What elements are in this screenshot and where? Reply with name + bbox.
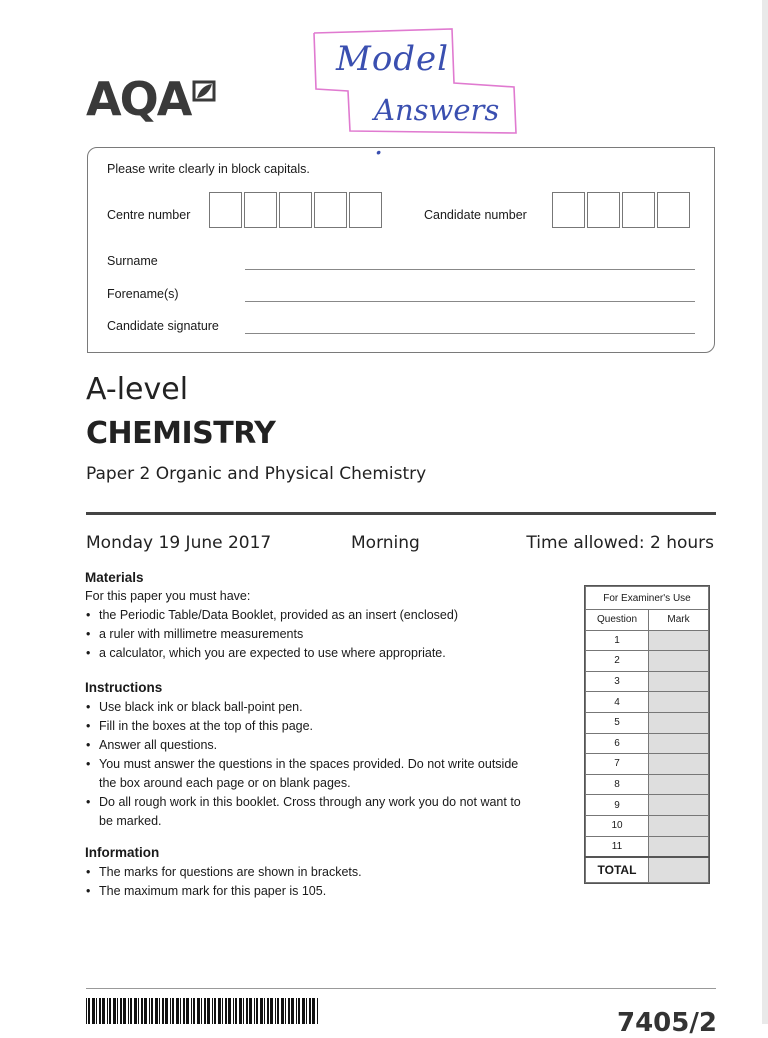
candidate-digit-box[interactable]: [552, 192, 585, 228]
surname-label: Surname: [107, 254, 158, 268]
mark-cell: [649, 651, 709, 672]
materials-intro: For this paper you must have:: [85, 589, 251, 603]
centre-digit-box[interactable]: [209, 192, 242, 228]
question-column-header: Question: [586, 610, 649, 631]
qualification-level: A-level: [86, 372, 189, 407]
header-divider: [86, 512, 716, 515]
centre-number-boxes[interactable]: [209, 192, 384, 228]
examiner-table-caption: For Examiner's Use: [586, 587, 709, 610]
handwritten-note: [312, 27, 517, 161]
list-item: • Do all rough work in this booklet. Cross through any work you do not want to be marked.: [85, 793, 525, 831]
list-item: • a ruler with millimetre measurements: [85, 625, 525, 644]
list-item: • a calculator, which you are expected to use where appropriate.: [85, 644, 525, 663]
question-number: 9: [586, 795, 649, 816]
information-list: [85, 863, 525, 901]
mark-cell: [649, 733, 709, 754]
information-heading: Information: [85, 845, 160, 860]
list-item: • Answer all questions.: [85, 736, 525, 755]
list-item: • Use black ink or black ball-point pen.: [85, 698, 525, 717]
mark-cell: [649, 712, 709, 733]
question-number: 6: [586, 733, 649, 754]
paper-code: 7405/2: [617, 1008, 717, 1038]
list-item: • Fill in the boxes at the top of this page.: [85, 717, 525, 736]
forenames-line[interactable]: [245, 301, 695, 302]
mark-cell: [649, 671, 709, 692]
instructions-heading: Instructions: [85, 680, 163, 695]
block-capitals-instruction: Please write clearly in block capitals.: [107, 162, 310, 176]
exam-session: Morning: [351, 533, 420, 553]
candidate-digit-box[interactable]: [657, 192, 690, 228]
question-number: 1: [586, 630, 649, 651]
surname-line[interactable]: [245, 269, 695, 270]
list-item: • You must answer the questions in the spaces provided. Do not write outside the box around each page or on blank pages.: [85, 755, 525, 793]
question-number: 7: [586, 754, 649, 775]
question-number: 4: [586, 692, 649, 713]
time-allowed: Time allowed: 2 hours: [526, 533, 714, 553]
exam-date: Monday 19 June 2017: [86, 533, 272, 553]
centre-digit-box[interactable]: [314, 192, 347, 228]
candidate-digit-box[interactable]: [622, 192, 655, 228]
logo-text: AQA: [86, 72, 191, 126]
signature-label: Candidate signature: [107, 319, 219, 333]
candidate-details-box: [87, 147, 715, 353]
mark-cell: [649, 692, 709, 713]
list-item: • the Periodic Table/Data Booklet, provided as an insert (enclosed): [85, 606, 525, 625]
candidate-number-boxes[interactable]: [552, 192, 692, 228]
candidate-digit-box[interactable]: [587, 192, 620, 228]
instructions-list: [85, 698, 525, 831]
note-line-2: Answers .: [374, 93, 500, 161]
examiner-use-table: [584, 585, 710, 884]
aqa-logo: [86, 72, 216, 126]
subject-title: CHEMISTRY: [86, 416, 276, 451]
question-number: 5: [586, 712, 649, 733]
mark-cell: [649, 754, 709, 775]
centre-digit-box[interactable]: [244, 192, 277, 228]
question-number: 8: [586, 774, 649, 795]
list-item: • The maximum mark for this paper is 105.: [85, 882, 525, 901]
question-number: 11: [586, 836, 649, 857]
question-number: 3: [586, 671, 649, 692]
logo-leaf-icon: [192, 80, 216, 102]
mark-cell: [649, 630, 709, 651]
question-number: 2: [586, 651, 649, 672]
centre-digit-box[interactable]: [279, 192, 312, 228]
question-number: 10: [586, 815, 649, 836]
total-label: TOTAL: [586, 857, 649, 883]
centre-number-label: Centre number: [107, 208, 191, 222]
materials-list: [85, 606, 525, 663]
materials-heading: Materials: [85, 570, 144, 585]
barcode: [86, 998, 320, 1024]
signature-line[interactable]: [245, 333, 695, 334]
forenames-label: Forename(s): [107, 287, 179, 301]
note-line-1: Model: [336, 39, 450, 79]
mark-cell: [649, 836, 709, 857]
mark-cell: [649, 795, 709, 816]
candidate-number-label: Candidate number: [424, 208, 527, 222]
footer-divider: [86, 988, 716, 989]
page-edge: [762, 0, 768, 1024]
total-mark-cell: [649, 857, 709, 883]
mark-cell: [649, 774, 709, 795]
list-item: • The marks for questions are shown in brackets.: [85, 863, 525, 882]
mark-cell: [649, 815, 709, 836]
mark-column-header: Mark: [649, 610, 709, 631]
paper-title: Paper 2 Organic and Physical Chemistry: [86, 464, 427, 484]
centre-digit-box[interactable]: [349, 192, 382, 228]
